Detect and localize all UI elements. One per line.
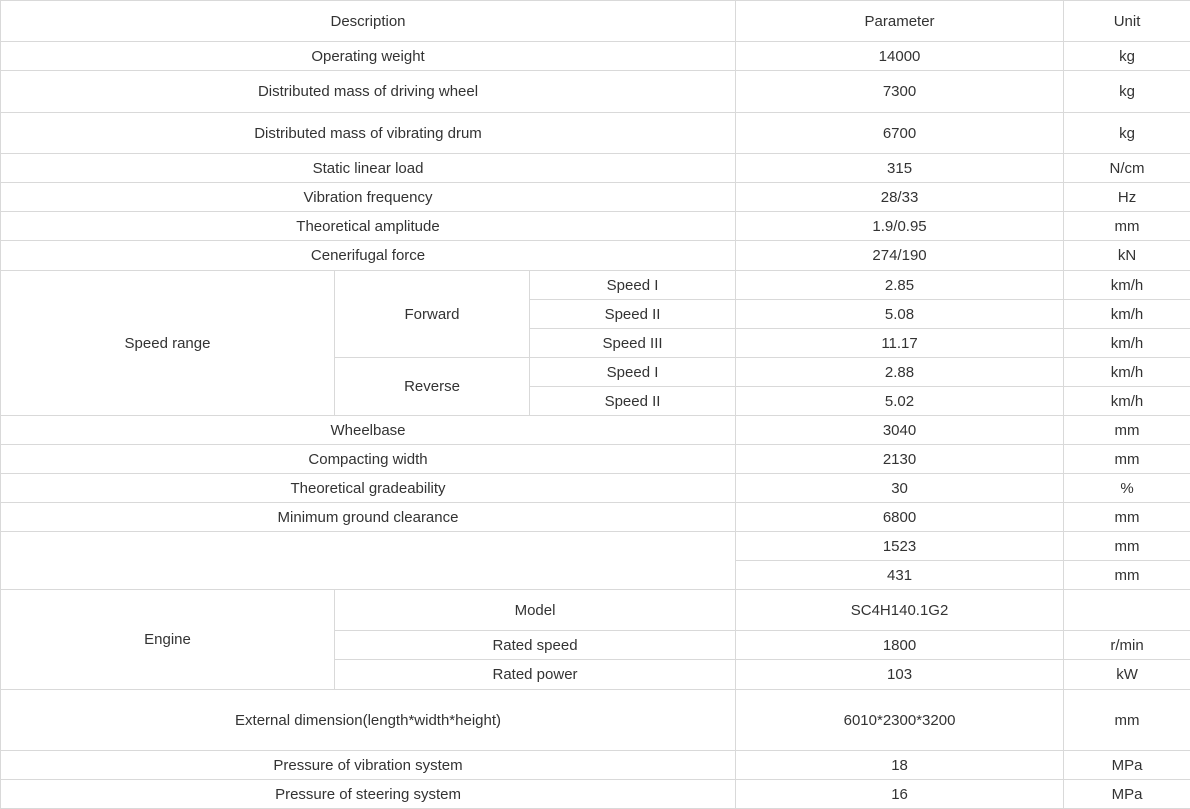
- row-unit: MPa: [1064, 751, 1190, 780]
- row-unit: km/h: [1064, 329, 1190, 358]
- table-row: [1, 474, 1190, 503]
- table-row: [1, 212, 1190, 241]
- row-unit: MPa: [1064, 780, 1190, 809]
- header-parameter: Parameter: [736, 1, 1064, 42]
- row-value: 5.02: [736, 387, 1064, 416]
- row-value: 1.9/0.95: [736, 212, 1064, 241]
- row-value: 103: [736, 660, 1064, 690]
- row-unit: mm: [1064, 416, 1190, 445]
- row-value: 6800: [736, 503, 1064, 532]
- row-value: 14000: [736, 42, 1064, 71]
- header-description: Description: [1, 1, 736, 42]
- row-value: 5.08: [736, 300, 1064, 329]
- table-row: [1, 416, 1190, 445]
- row-label: Theoretical gradeability: [1, 474, 736, 503]
- row-unit: km/h: [1064, 387, 1190, 416]
- row-value: 16: [736, 780, 1064, 809]
- table-row: [1, 183, 1190, 212]
- row-value: 2.85: [736, 271, 1064, 300]
- row-label: Pressure of steering system: [1, 780, 736, 809]
- row-label: External dimension(length*width*height): [1, 690, 736, 751]
- row-unit: kW: [1064, 660, 1190, 690]
- forward-label: Forward: [335, 271, 530, 358]
- speed-label: Speed II: [530, 387, 736, 416]
- row-label: Compacting width: [1, 445, 736, 474]
- row-label: Model: [335, 590, 736, 631]
- row-value: 1523: [736, 532, 1064, 561]
- header-row: [1, 1, 1190, 42]
- row-value: 11.17: [736, 329, 1064, 358]
- table-row: [1, 154, 1190, 183]
- row-unit: kg: [1064, 113, 1190, 154]
- row-label: Distributed mass of driving wheel: [1, 71, 736, 113]
- row-label: Rated power: [335, 660, 736, 690]
- speed-label: Speed I: [530, 271, 736, 300]
- row-label: Minimum ground clearance: [1, 503, 736, 532]
- row-value: 431: [736, 561, 1064, 590]
- row-value: 7300: [736, 71, 1064, 113]
- blank-label-cell: [1, 532, 736, 590]
- row-value: SC4H140.1G2: [736, 590, 1064, 631]
- table-row: [1, 271, 1190, 300]
- speed-label: Speed I: [530, 358, 736, 387]
- row-value: 3040: [736, 416, 1064, 445]
- row-value: 18: [736, 751, 1064, 780]
- table-row: [1, 590, 1190, 631]
- row-label: Vibration frequency: [1, 183, 736, 212]
- row-unit: km/h: [1064, 271, 1190, 300]
- row-unit: Hz: [1064, 183, 1190, 212]
- table-row: [1, 503, 1190, 532]
- row-label: Cenerifugal force: [1, 241, 736, 271]
- row-unit: %: [1064, 474, 1190, 503]
- row-value: 6010*2300*3200: [736, 690, 1064, 751]
- table-row: [1, 780, 1190, 809]
- table-row: [1, 751, 1190, 780]
- row-value: 2130: [736, 445, 1064, 474]
- table-row: [1, 690, 1190, 751]
- row-label: Rated speed: [335, 631, 736, 660]
- header-unit: Unit: [1064, 1, 1190, 42]
- speed-label: Speed III: [530, 329, 736, 358]
- row-unit: km/h: [1064, 300, 1190, 329]
- row-value: 30: [736, 474, 1064, 503]
- speed-range-label: Speed range: [1, 271, 335, 416]
- row-unit: kg: [1064, 42, 1190, 71]
- reverse-label: Reverse: [335, 358, 530, 416]
- row-unit: mm: [1064, 690, 1190, 751]
- row-unit: km/h: [1064, 358, 1190, 387]
- row-label: Operating weight: [1, 42, 736, 71]
- engine-label: Engine: [1, 590, 335, 690]
- table-row: [1, 241, 1190, 271]
- row-label: Theoretical amplitude: [1, 212, 736, 241]
- row-value: 274/190: [736, 241, 1064, 271]
- row-unit: [1064, 590, 1190, 631]
- speed-label: Speed II: [530, 300, 736, 329]
- row-label: Distributed mass of vibrating drum: [1, 113, 736, 154]
- table-row: [1, 445, 1190, 474]
- row-unit: kg: [1064, 71, 1190, 113]
- row-label: Wheelbase: [1, 416, 736, 445]
- row-unit: mm: [1064, 503, 1190, 532]
- row-value: 1800: [736, 631, 1064, 660]
- row-value: 2.88: [736, 358, 1064, 387]
- row-unit: kN: [1064, 241, 1190, 271]
- table-row: [1, 71, 1190, 113]
- table-row: [1, 113, 1190, 154]
- row-unit: N/cm: [1064, 154, 1190, 183]
- row-unit: mm: [1064, 532, 1190, 561]
- row-value: 6700: [736, 113, 1064, 154]
- row-unit: mm: [1064, 445, 1190, 474]
- row-value: 315: [736, 154, 1064, 183]
- row-unit: r/min: [1064, 631, 1190, 660]
- row-unit: mm: [1064, 561, 1190, 590]
- table-row: [1, 532, 1190, 561]
- row-unit: mm: [1064, 212, 1190, 241]
- row-label: Static linear load: [1, 154, 736, 183]
- table-row: [1, 42, 1190, 71]
- row-label: Pressure of vibration system: [1, 751, 736, 780]
- row-value: 28/33: [736, 183, 1064, 212]
